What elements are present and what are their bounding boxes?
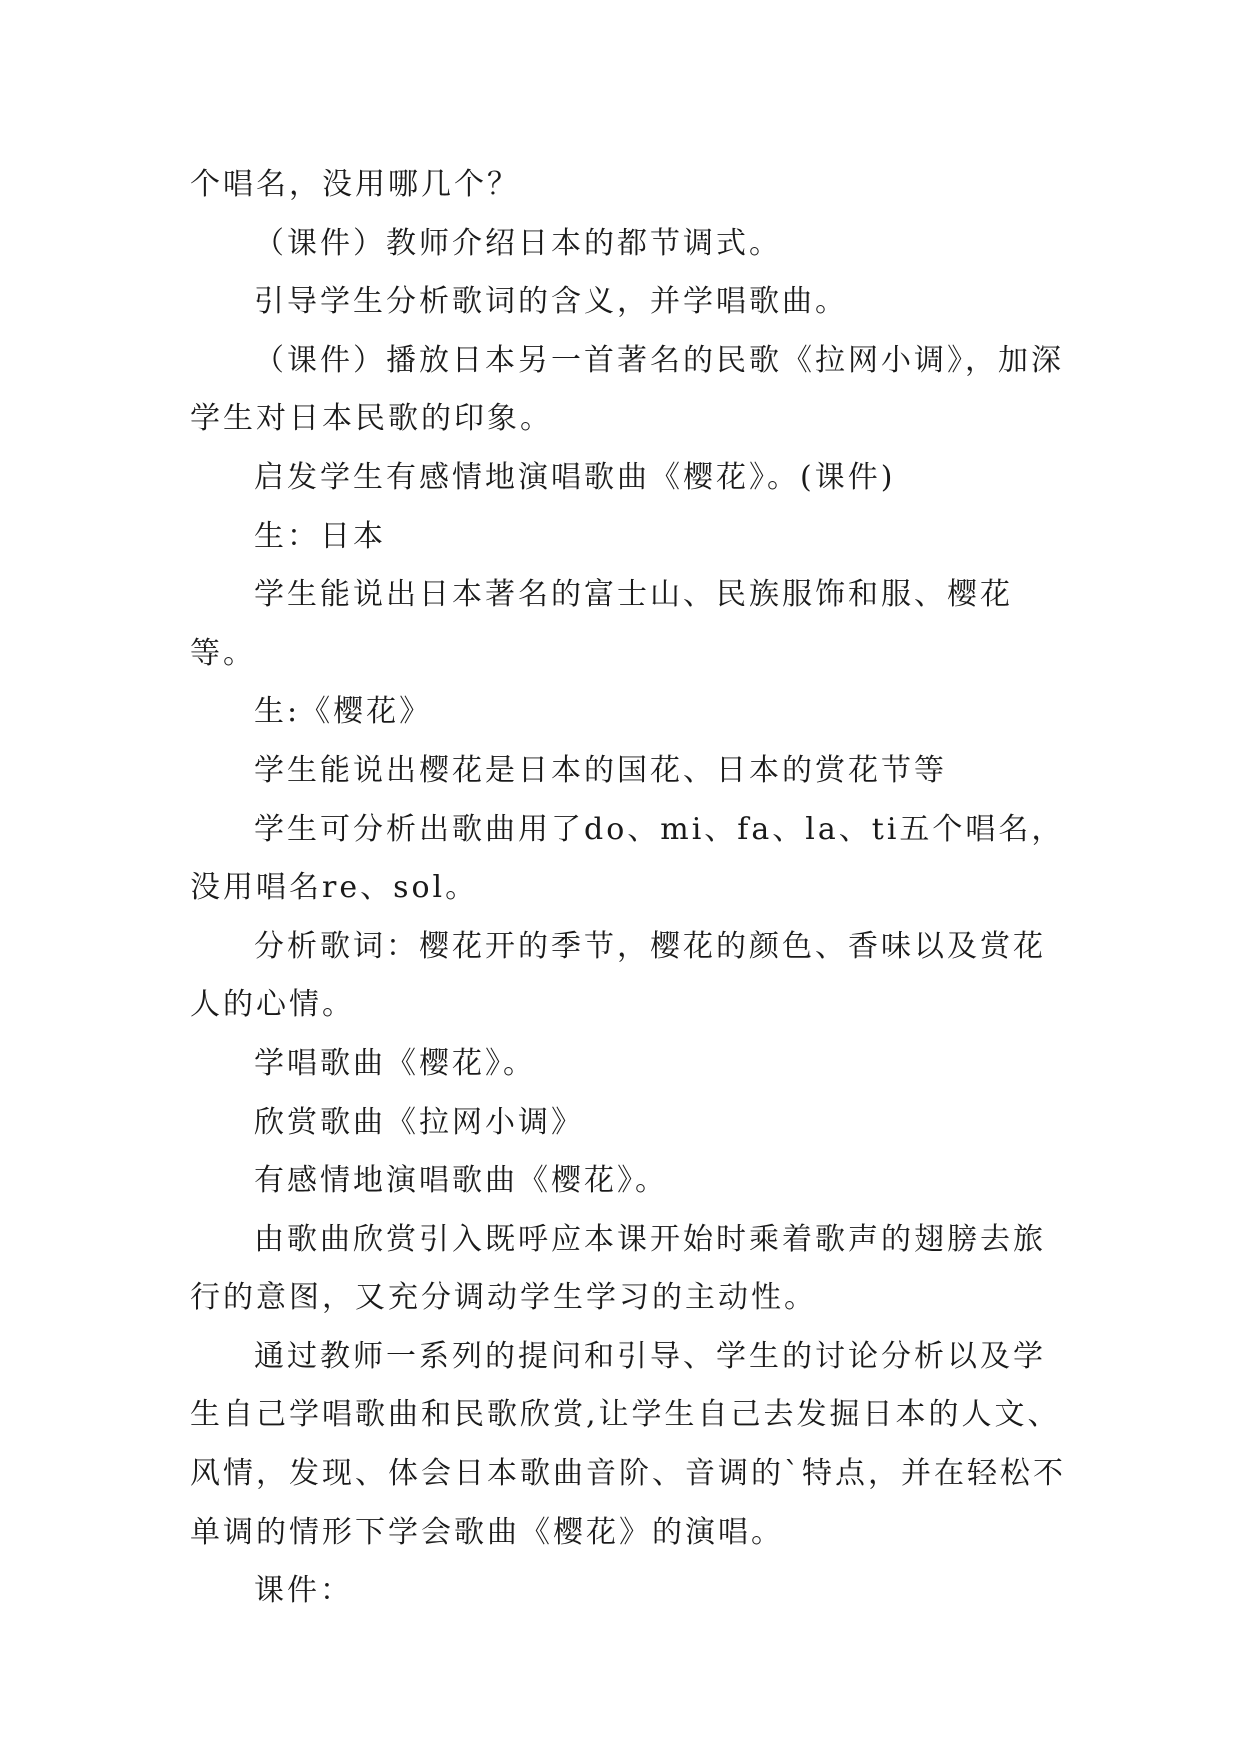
paragraph-13: 欣赏歌曲《拉网小调》: [254, 1104, 584, 1140]
paragraph-3: 引导学生分析歌词的含义，并学唱歌曲。: [254, 284, 848, 320]
paragraph-16: 通过教师一系列的提问和引导、学生的讨论分析以及学生自己学唱歌曲和民歌欣赏,让学生自己去发掘日本的人文、风情，发现、体会日本歌曲音阶、音调的`特点，并在轻松不单调的情形下学会歌曲《樱花》的演唱。: [190, 1338, 1066, 1550]
paragraph-17: 课件：: [254, 1573, 353, 1609]
paragraph-4: （课件）播放日本另一首著名的民歌《拉网小调》，加深学生对日本民歌的印象。: [190, 342, 1064, 437]
document-body: [190, 156, 1070, 1621]
paragraph-11: 分析歌词：樱花开的季节，樱花的颜色、香味以及赏花人的心情。: [190, 928, 1046, 1023]
paragraph-1: 个唱名，没用哪几个？: [190, 167, 520, 202]
paragraph-6: 生：日本: [254, 518, 386, 554]
paragraph-10: 学生可分析出歌曲用了do、mi、fa、la、ti五个唱名，没用唱名re、sol。: [190, 811, 1065, 906]
paragraph-9: 学生能说出樱花是日本的国花、日本的赏花节等: [254, 752, 947, 788]
paragraph-2: （课件）教师介绍日本的都节调式。: [254, 225, 782, 261]
paragraph-14: 有感情地演唱歌曲《樱花》。: [254, 1163, 668, 1199]
paragraph-12: 学唱歌曲《樱花》。: [254, 1045, 536, 1081]
paragraph-15: 由歌曲欣赏引入既呼应本课开始时乘着歌声的翅膀去旅行的意图，又充分调动学生学习的主动性。: [190, 1221, 1046, 1316]
paragraph-7: 学生能说出日本著名的富士山、民族服饰和服、樱花等。: [190, 577, 1013, 671]
paragraph-8: 生:《樱花》: [254, 694, 433, 730]
paragraph-5: 启发学生有感情地演唱歌曲《樱花》。(课件): [254, 459, 896, 495]
